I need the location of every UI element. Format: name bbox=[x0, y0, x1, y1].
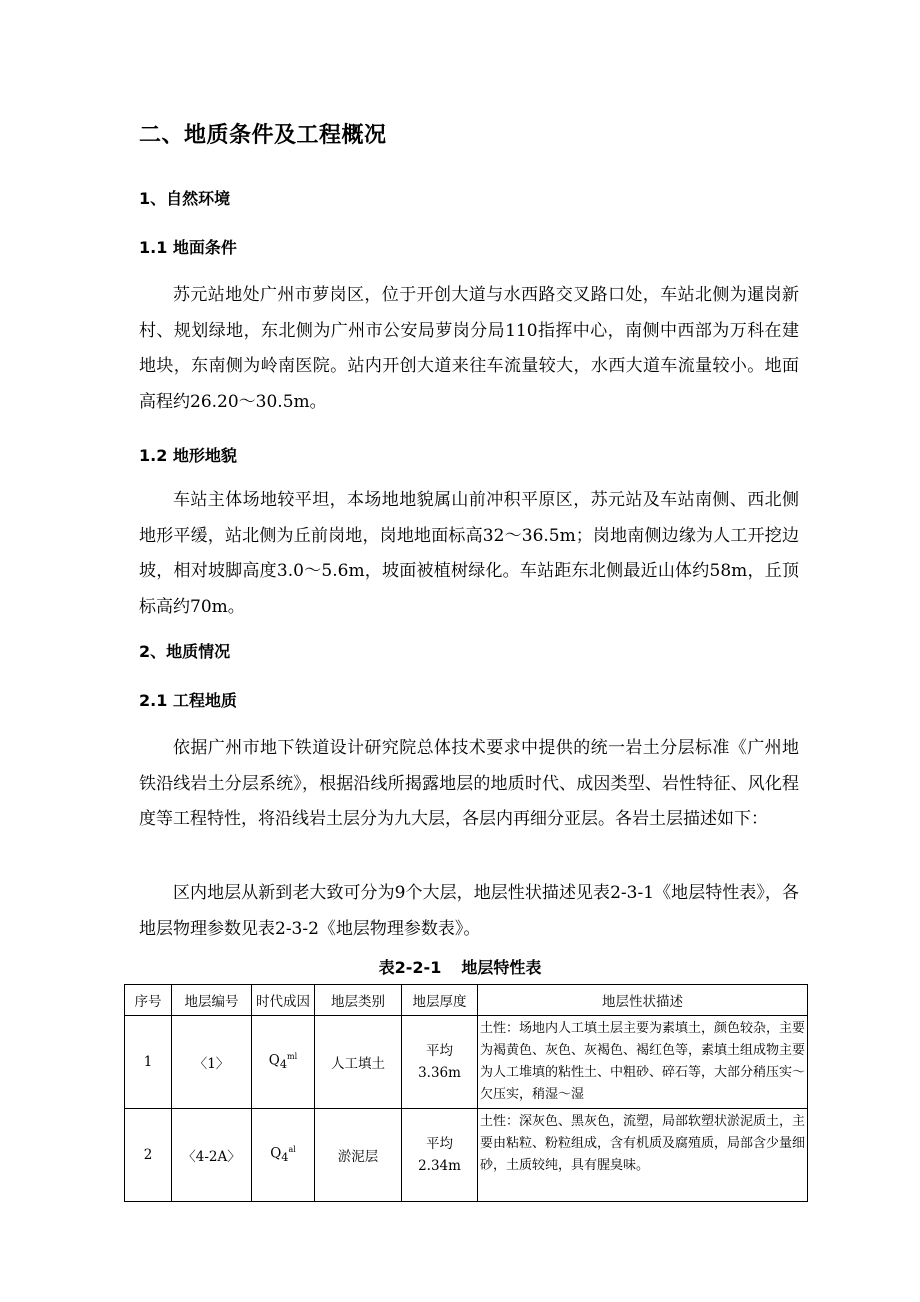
age-sup: al bbox=[288, 1145, 296, 1155]
header-code: 地层编号 bbox=[172, 985, 252, 1016]
age-sup: ml bbox=[287, 1052, 298, 1062]
cell-no: 1 bbox=[125, 1016, 172, 1109]
section-title: 二、地质条件及工程概况 bbox=[139, 123, 387, 148]
heading-topography: 1.2 地形地貌 bbox=[139, 446, 237, 465]
table-caption bbox=[0, 955, 920, 978]
thickness-label: 平均 bbox=[426, 1136, 453, 1152]
strata-table bbox=[124, 984, 808, 1202]
thickness-label: 平均 bbox=[426, 1043, 453, 1059]
age-sub: 4 bbox=[281, 1151, 289, 1165]
age-base: Q bbox=[270, 1145, 282, 1162]
header-description: 地层性状描述 bbox=[478, 985, 808, 1016]
table-header-row bbox=[125, 985, 808, 1016]
cell-age bbox=[252, 1016, 315, 1109]
table-caption-number: 表2-2-1 bbox=[378, 958, 442, 977]
cell-thickness bbox=[402, 1016, 478, 1109]
paragraph-engineering-geology: 依据广州市地下铁道设计研究院总体技术要求中提供的统一岩土分层标准《广州地铁沿线岩土分层系统》，根据沿线所揭露地层的地质时代、成因类型、岩性特征、风化程度等工程特性，将沿线岩土层分为九大层，各层内再细分亚层。各岩土层描述如下： bbox=[139, 738, 799, 829]
cell-type: 人工填土 bbox=[315, 1016, 402, 1109]
cell-type: 淤泥层 bbox=[315, 1109, 402, 1202]
header-age: 时代成因 bbox=[252, 985, 315, 1016]
cell-code: 〈1〉 bbox=[172, 1016, 252, 1109]
cell-thickness bbox=[402, 1109, 478, 1202]
header-thickness: 地层厚度 bbox=[402, 985, 478, 1016]
cell-no: 2 bbox=[125, 1109, 172, 1202]
age-sub: 4 bbox=[279, 1058, 288, 1072]
cell-description: 土性：深灰色、黑灰色，流塑，局部软塑状淤泥质土，主要由粘粒、粉粒组成，含有机质及腐殖质，局部含少量细砂，土质较纯，具有腥臭味。 bbox=[478, 1109, 808, 1202]
thickness-value: 2.34m bbox=[418, 1158, 461, 1174]
paragraph-strata-overview: 区内地层从新到老大致可分为9个大层，地层性状描述见表2-3-1《地层特性表》，各地层物理参数见表2-3-2《地层物理参数表》。 bbox=[139, 883, 799, 939]
table-row bbox=[125, 1016, 808, 1109]
paragraph-ground-conditions: 苏元站地处广州市萝岗区，位于开创大道与水西路交叉路口处，车站北侧为暹岗新村、规划绿地，东北侧为广州市公安局萝岗分局110指挥中心，南侧中西部为万科在建地块，东南侧为岭南医院。站内开创大道来往车流量较大，水西大道车流量较小。地面高程约26.20～30.5m。 bbox=[139, 285, 799, 412]
heading-ground-conditions: 1.1 地面条件 bbox=[139, 238, 237, 257]
table-caption-title: 地层特性表 bbox=[461, 958, 542, 977]
subsection-geology: 2、地质情况 bbox=[139, 642, 231, 661]
subsection-natural-environment: 1、自然环境 bbox=[139, 189, 231, 208]
paragraph-topography: 车站主体场地较平坦，本场地地貌属山前冲积平原区，苏元站及车站南侧、西北侧地形平缓，站北侧为丘前岗地，岗地地面标高32～36.5m；岗地南侧边缘为人工开挖边坡，相对坡脚高度3.0～5.6m，坡面被植树绿化。车站距东北侧最近山体约58m，丘顶标高约70m。 bbox=[139, 490, 799, 617]
cell-age bbox=[252, 1109, 315, 1202]
cell-code: 〈4-2A〉 bbox=[172, 1109, 252, 1202]
heading-engineering-geology: 2.1 工程地质 bbox=[139, 691, 237, 710]
thickness-value: 3.36m bbox=[418, 1065, 461, 1081]
header-type: 地层类别 bbox=[315, 985, 402, 1016]
age-base: Q bbox=[268, 1052, 280, 1069]
cell-description: 土性：场地内人工填土层主要为素填土，颜色较杂，主要为褐黄色、灰色、灰褐色、褐红色等，素填土组成物主要为人工堆填的粘性土、中粗砂、碎石等，大部分稍压实～欠压实，稍湿～湿 bbox=[478, 1016, 808, 1109]
header-no: 序号 bbox=[125, 985, 172, 1016]
table-row bbox=[125, 1109, 808, 1202]
